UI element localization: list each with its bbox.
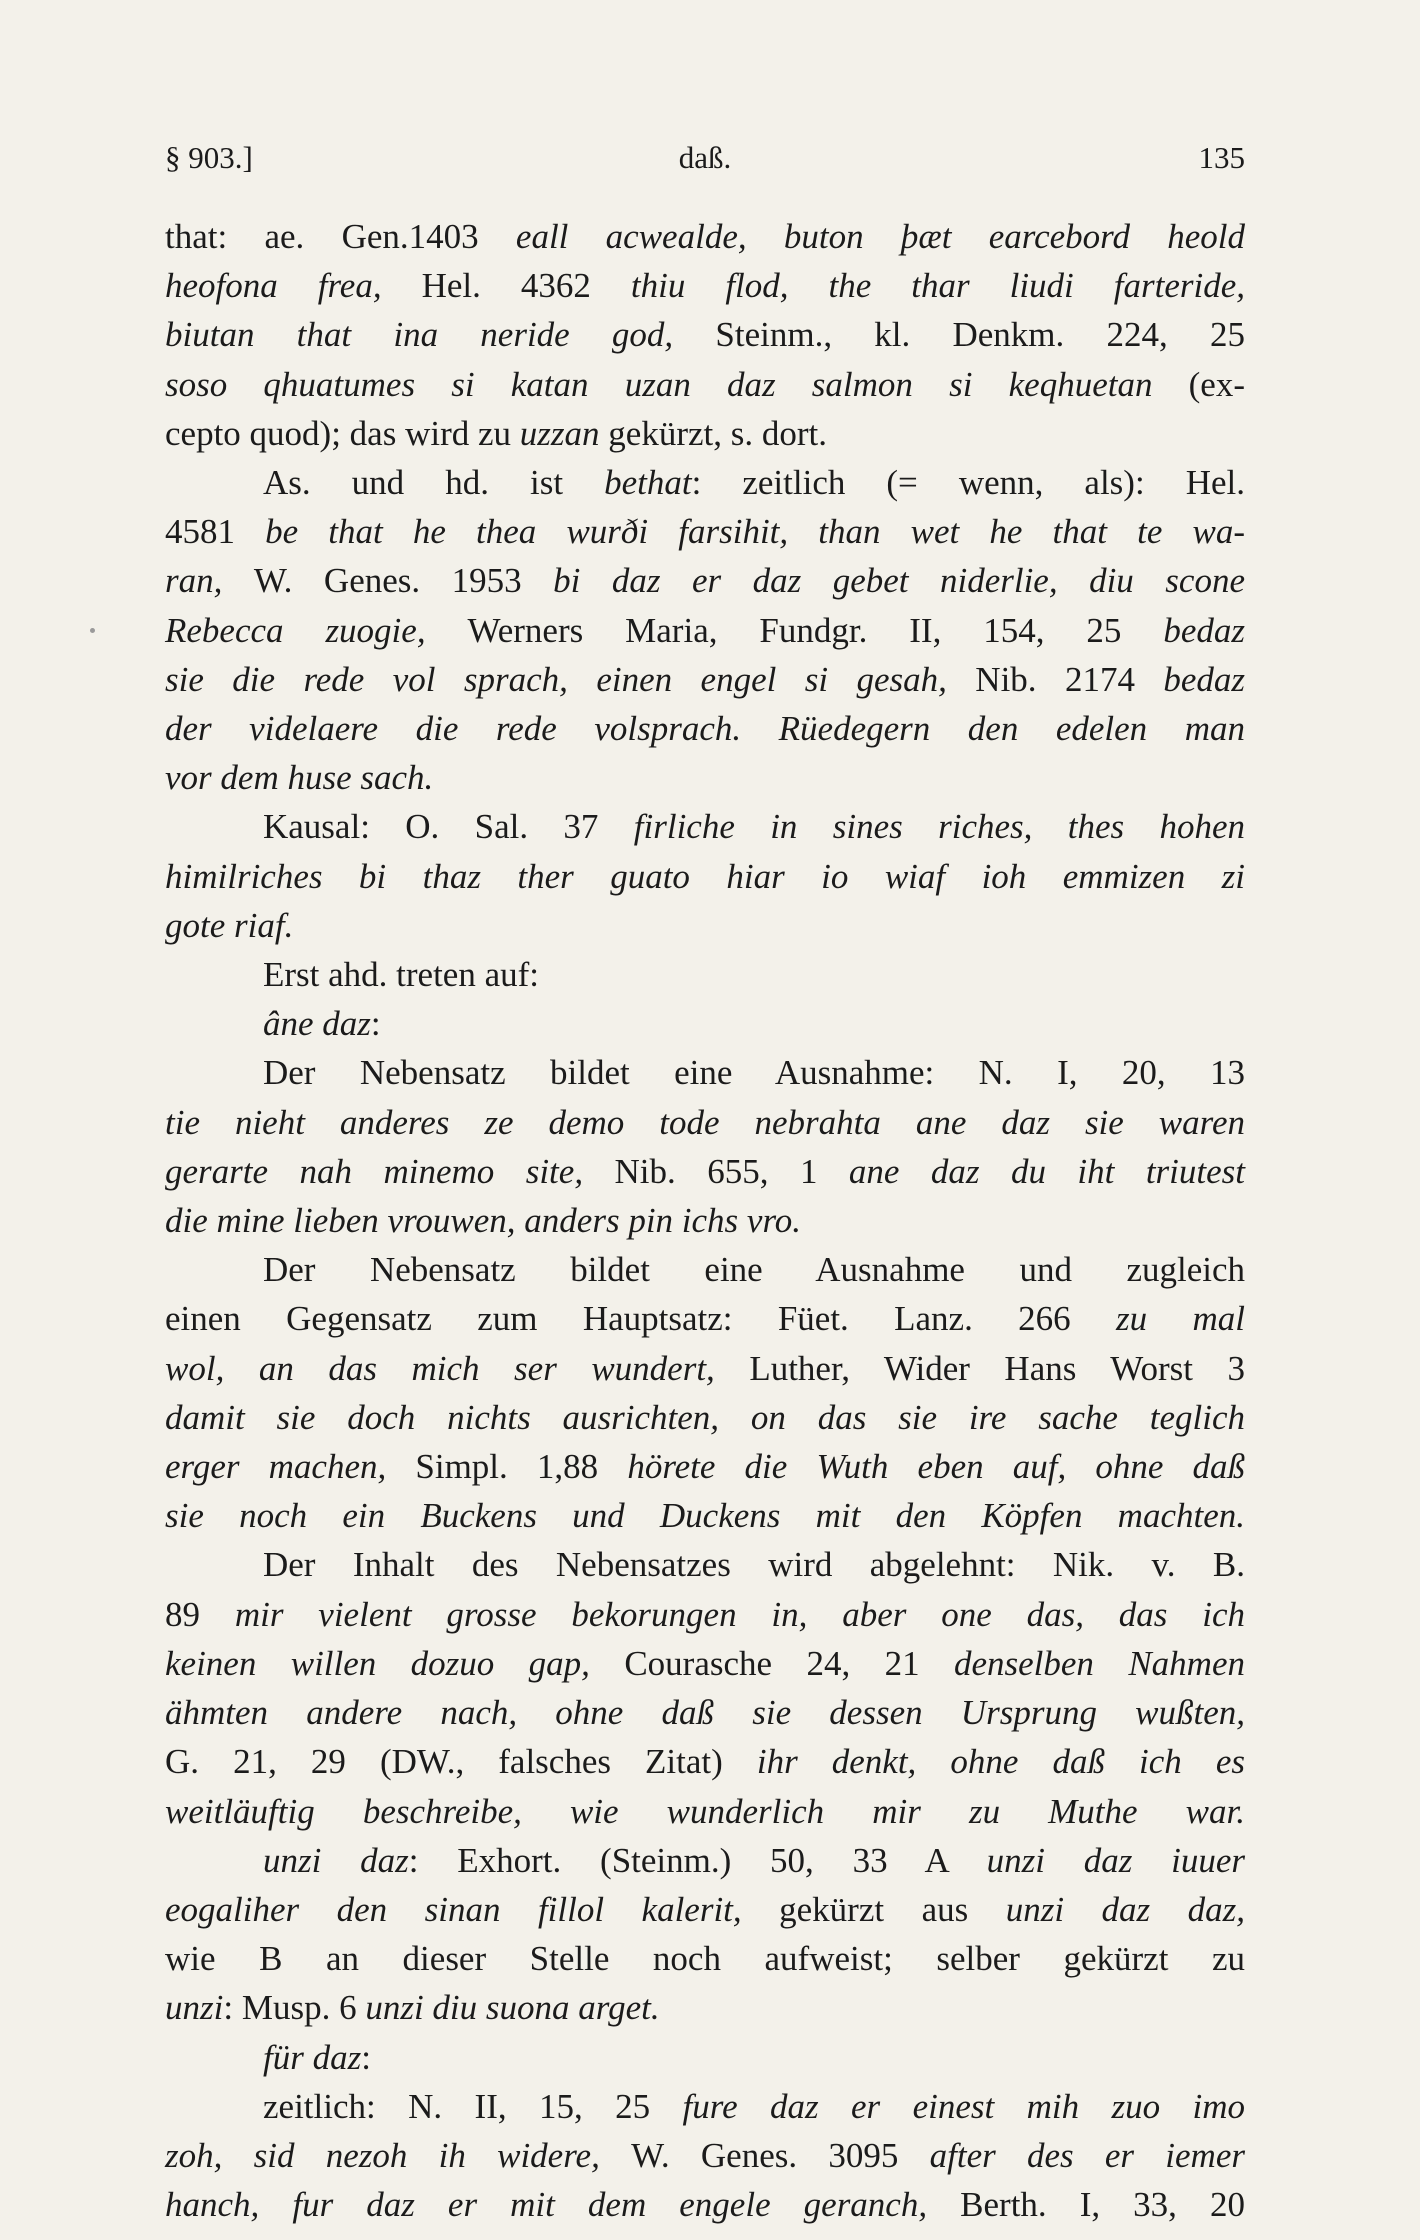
italic-citation: die mine lieben vrouwen, anders pin ichs vro.	[165, 1201, 802, 1241]
roman-text: : zeitlich (= wenn, als): Hel.	[691, 463, 1245, 503]
roman-text: Courasche 24, 21	[624, 1643, 954, 1683]
text-line	[165, 1688, 1245, 1737]
italic-citation: zoh, sid nezoh ih widere,	[165, 2135, 632, 2175]
text-line	[165, 655, 1245, 704]
page-number: 135	[1198, 140, 1245, 175]
roman-text: Nib. 2174	[975, 659, 1164, 699]
roman-text: Erst ahd. treten auf:	[263, 955, 540, 995]
italic-citation: eall acwealde, buton þæt earcebord heold	[515, 217, 1245, 256]
italic-citation: mir vielent grosse bekorungen in, aber one das, das ich	[234, 1594, 1246, 1634]
italic-citation: ihr denkt, ohne daß ich es	[756, 1742, 1245, 1782]
italic-citation: vor dem huse sach.	[165, 758, 434, 798]
roman-text: Steinm., kl. Denkm. 224, 25	[715, 315, 1245, 355]
paper-speck	[90, 628, 95, 633]
italic-citation: fure daz er einest mih zuo imo	[682, 2086, 1245, 2126]
roman-text: Werners Maria, Fundgr. II, 154, 25	[467, 610, 1164, 650]
italic-citation: sie die rede vol sprach, einen engel si gesah,	[165, 659, 976, 699]
text-line	[165, 1590, 1245, 1639]
italic-citation: sie noch ein Buckens und Duckens mit den Köpfen machten.	[165, 1496, 1245, 1536]
italic-citation: tie nieht anderes ze demo tode nebrahta ane daz sie waren	[165, 1102, 1245, 1142]
text-line	[165, 1294, 1245, 1343]
italic-citation: unzi	[165, 1988, 224, 2028]
roman-text: Hel. 4362	[421, 266, 631, 306]
italic-citation: biutan that ina neride god,	[165, 315, 716, 355]
roman-text: gekürzt, s. dort.	[608, 413, 827, 453]
running-title: daß.	[678, 140, 732, 175]
roman-text: 89	[165, 1594, 235, 1634]
text-line	[165, 2033, 1245, 2082]
italic-citation: weitläuftig beschreibe, wie wunderlich mir zu Muthe war.	[165, 1791, 1245, 1831]
italic-citation: wol, an das mich ser wundert,	[165, 1348, 750, 1388]
text-line	[165, 556, 1245, 605]
roman-text: (ex-	[1188, 364, 1245, 404]
italic-citation: gote riaf.	[165, 905, 294, 945]
roman-text: G. 21, 29 (DW., falsches Zitat)	[165, 1742, 757, 1782]
running-header	[165, 140, 1245, 184]
roman-text: Der Nebensatz bildet eine Ausnahme: N. I, 20, 13	[263, 1053, 1245, 1093]
roman-text: that	[165, 217, 218, 256]
roman-text: gekürzt aus	[779, 1889, 1006, 1929]
italic-citation: keinen willen dozuo gap,	[165, 1643, 625, 1683]
text-line	[165, 458, 1245, 507]
text-line	[165, 1196, 1245, 1245]
text-line	[165, 1442, 1245, 1491]
text-line	[165, 802, 1245, 851]
text-line	[165, 310, 1245, 359]
roman-text: W. Genes. 1953	[253, 561, 554, 601]
text-line	[165, 2082, 1245, 2131]
italic-citation: hörete die Wuth eben auf, ohne daß	[627, 1447, 1246, 1487]
text-line	[165, 2180, 1245, 2229]
italic-citation: für daz	[263, 2037, 362, 2077]
text-line	[165, 360, 1245, 409]
italic-citation: hanch, fur daz er mit dem engele geranch,	[165, 2185, 961, 2225]
text-line	[165, 1098, 1245, 1147]
text-line	[165, 409, 1245, 458]
italic-citation: after des er iemer	[929, 2135, 1245, 2175]
text-line	[165, 1540, 1245, 1589]
italic-citation: unzi daz daz,	[1005, 1889, 1245, 1929]
roman-text: W. Genes. 3095	[631, 2135, 930, 2175]
text-line	[165, 1885, 1245, 1934]
text-line	[165, 1048, 1245, 1097]
roman-text: Der Nebensatz bildet eine Ausnahme und zugleich	[263, 1250, 1245, 1290]
italic-citation: bi daz er daz gebet niderlie, diu scone	[553, 561, 1245, 601]
italic-citation: ähmten andere nach, ohne daß sie dessen Ursprung wußten,	[165, 1693, 1245, 1733]
roman-text: Luther, Wider Hans Worst 3	[749, 1348, 1245, 1388]
text-line	[165, 1934, 1245, 1983]
text-line	[165, 1491, 1245, 1540]
roman-text: 4581	[165, 512, 266, 552]
text-line	[165, 753, 1245, 802]
text-line	[165, 1836, 1245, 1885]
text-line	[165, 2131, 1245, 2180]
roman-text: Kausal: O. Sal. 37	[263, 807, 634, 847]
roman-text: Berth. I, 33, 20	[960, 2185, 1245, 2225]
italic-citation: be that he thea wurði farsihit, than wet he that te wa-	[265, 512, 1245, 552]
italic-citation: eogaliher den sinan fillol kalerit,	[165, 1889, 780, 1929]
roman-text: einen Gegensatz zum Hauptsatz: Füet. Lanz. 266	[165, 1299, 1117, 1339]
italic-citation: unzi daz	[263, 1840, 409, 1880]
roman-text: :	[370, 1004, 381, 1044]
roman-text: Nib. 655, 1	[614, 1151, 849, 1191]
roman-text: As. und hd. ist	[263, 463, 605, 503]
italic-citation: denselben Nahmen	[953, 1643, 1245, 1683]
roman-text: Simpl. 1,88	[415, 1447, 628, 1487]
text-line	[165, 1737, 1245, 1786]
italic-citation: zu mal	[1116, 1299, 1245, 1339]
text-line	[165, 1245, 1245, 1294]
italic-citation: firliche in sines riches, thes hohen	[633, 807, 1245, 847]
text-line	[165, 1983, 1245, 2032]
roman-text: : ae. Gen.1403	[217, 217, 516, 256]
italic-citation: bethat	[604, 463, 692, 503]
text-line	[165, 1639, 1245, 1688]
italic-citation: gerarte nah minemo site,	[165, 1151, 615, 1191]
italic-citation: himilriches bi thaz ther guato hiar io wiaf ioh emmizen zi	[165, 856, 1245, 896]
text-line	[165, 1393, 1245, 1442]
italic-citation: bedaz	[1163, 610, 1245, 650]
roman-text: : Musp. 6	[223, 1988, 366, 2028]
roman-text: wie B an dieser Stelle noch aufweist; selber gekürzt zu	[165, 1939, 1245, 1979]
text-line	[165, 999, 1245, 1048]
italic-citation: bedaz	[1163, 659, 1246, 699]
text-line	[165, 507, 1245, 556]
text-line	[165, 950, 1245, 999]
italic-citation: heofona frea,	[165, 266, 422, 306]
text-line	[165, 1787, 1245, 1836]
roman-text: : Exhort. (Steinm.) 50, 33 A	[408, 1840, 987, 1880]
text-line	[165, 1344, 1245, 1393]
italic-citation: der videlaere die rede volsprach. Rüedegern den edelen man	[165, 709, 1245, 749]
italic-citation: uzzan	[519, 413, 609, 453]
italic-citation: ran,	[165, 561, 254, 601]
italic-citation: ane daz du iht triutest	[848, 1151, 1246, 1191]
text-line	[165, 606, 1245, 655]
text-line	[165, 901, 1245, 950]
roman-text: :	[361, 2037, 371, 2077]
italic-citation: Rebecca zuogie,	[165, 610, 468, 650]
text-line	[165, 212, 1245, 261]
italic-citation: erger machen,	[165, 1447, 416, 1487]
page-body-text	[165, 212, 1245, 2229]
italic-citation: thiu flod, the thar liudi farteride,	[630, 266, 1246, 306]
section-reference: § 903.]	[165, 140, 253, 175]
italic-citation: unzi daz iuuer	[986, 1840, 1245, 1880]
italic-citation: damit sie doch nichts ausrichten, on das sie ire sache teglich	[165, 1397, 1245, 1437]
italic-citation: soso qhuatumes si katan uzan daz salmon si keqhuetan	[165, 364, 1189, 404]
text-line	[165, 261, 1245, 310]
roman-text: Der Inhalt des Nebensatzes wird abgelehnt: Nik. v. B.	[263, 1545, 1245, 1585]
text-line	[165, 1147, 1245, 1196]
text-line	[165, 852, 1245, 901]
text-line	[165, 704, 1245, 753]
italic-citation: âne daz	[263, 1004, 371, 1044]
italic-citation: unzi diu suona arget.	[365, 1988, 660, 2028]
roman-text: cepto quod); das wird zu	[165, 413, 520, 453]
roman-text: zeitlich: N. II, 15, 25	[263, 2086, 683, 2126]
